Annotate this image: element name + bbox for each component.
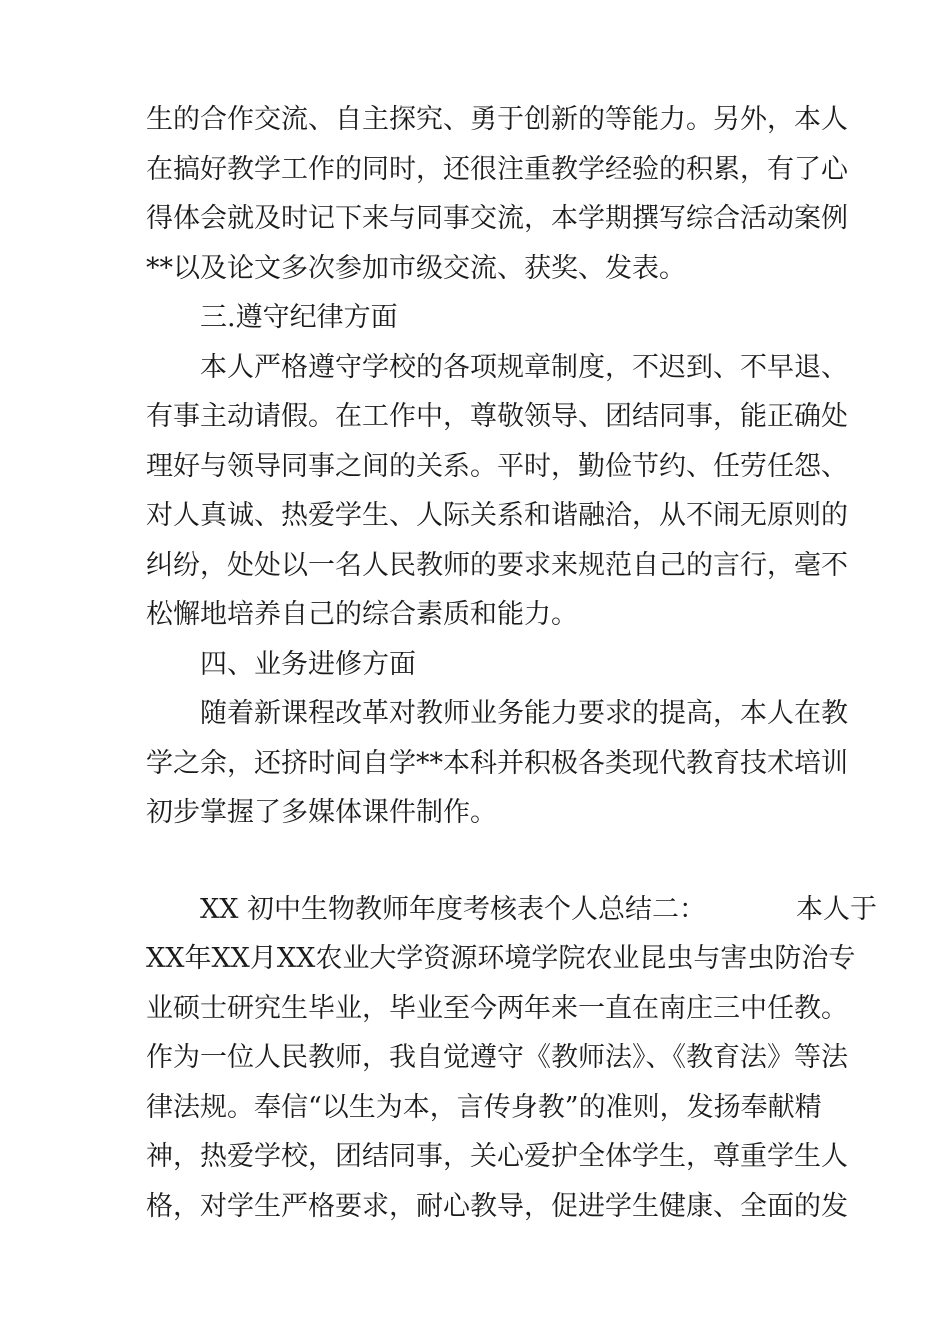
paragraph-line: 对人真诚、热爱学生、人际关系和谐融洽，从不闹无原则的 <box>146 500 848 531</box>
paragraph-line: 学之余，还挤时间自学**本科并积极各类现代教育技术培训 <box>146 747 848 779</box>
paragraph-line: 随着新课程改革对教师业务能力要求的提高，本人在教 <box>200 698 848 729</box>
paragraph-line: 作为一位人民教师，我自觉遵守《教师法》、《教育法》等法 <box>146 1042 848 1073</box>
section2-title-tail: 本人于 <box>796 893 878 925</box>
paragraph-spacer <box>146 838 811 885</box>
section2-title: XX 初中生物教师年度考核表个人总结二： <box>200 893 707 925</box>
paragraph-line: 生的合作交流、自主探究、勇于创新的等能力。另外，本人 <box>146 104 848 135</box>
paragraph-line: 律法规。奉信“以生为本，言传身教”的准则，发扬奉献精 <box>146 1091 822 1123</box>
paragraph-line: 有事主动请假。在工作中，尊敬领导、团结同事，能正确处 <box>146 401 848 432</box>
paragraph-line: 在搞好教学工作的同时，还很注重教学经验的积累，有了心 <box>146 153 848 185</box>
section-heading-study: 四、业务进修方面 <box>200 648 416 680</box>
paragraph-line: 理好与领导同事之间的关系。平时，勤俭节约、任劳任怨、 <box>146 450 848 482</box>
paragraph-line: **以及论文多次参加市级交流、获奖、发表。 <box>146 252 686 284</box>
paragraph-line: XX年XX月XX农业大学资源环境学院农业昆虫与害虫防治专 <box>146 943 856 974</box>
paragraph-line: 得体会就及时记下来与同事交流，本学期撰写综合活动案例 <box>146 203 848 234</box>
paragraph-line: 格，对学生严格要求，耐心教导，促进学生健康、全面的发 <box>146 1190 848 1222</box>
paragraph-line: 本人严格遵守学校的各项规章制度，不迟到、不早退、 <box>200 351 848 383</box>
section2-title-line <box>146 885 878 935</box>
section-heading-discipline: 三.遵守纪律方面 <box>200 302 398 333</box>
document-body <box>146 95 878 1231</box>
paragraph-line: 初步掌握了多媒体课件制作。 <box>146 797 497 828</box>
paragraph-line: 业硕士研究生毕业，毕业至今两年来一直在南庄三中任教。 <box>146 992 848 1024</box>
paragraph-line: 神，热爱学校，团结同事，关心爱护全体学生，尊重学生人 <box>146 1141 848 1172</box>
paragraph-line: 纠纷，处处以一名人民教师的要求来规范自己的言行，毫不 <box>146 549 848 581</box>
paragraph-line: 松懈地培养自己的综合素质和能力。 <box>146 599 578 630</box>
